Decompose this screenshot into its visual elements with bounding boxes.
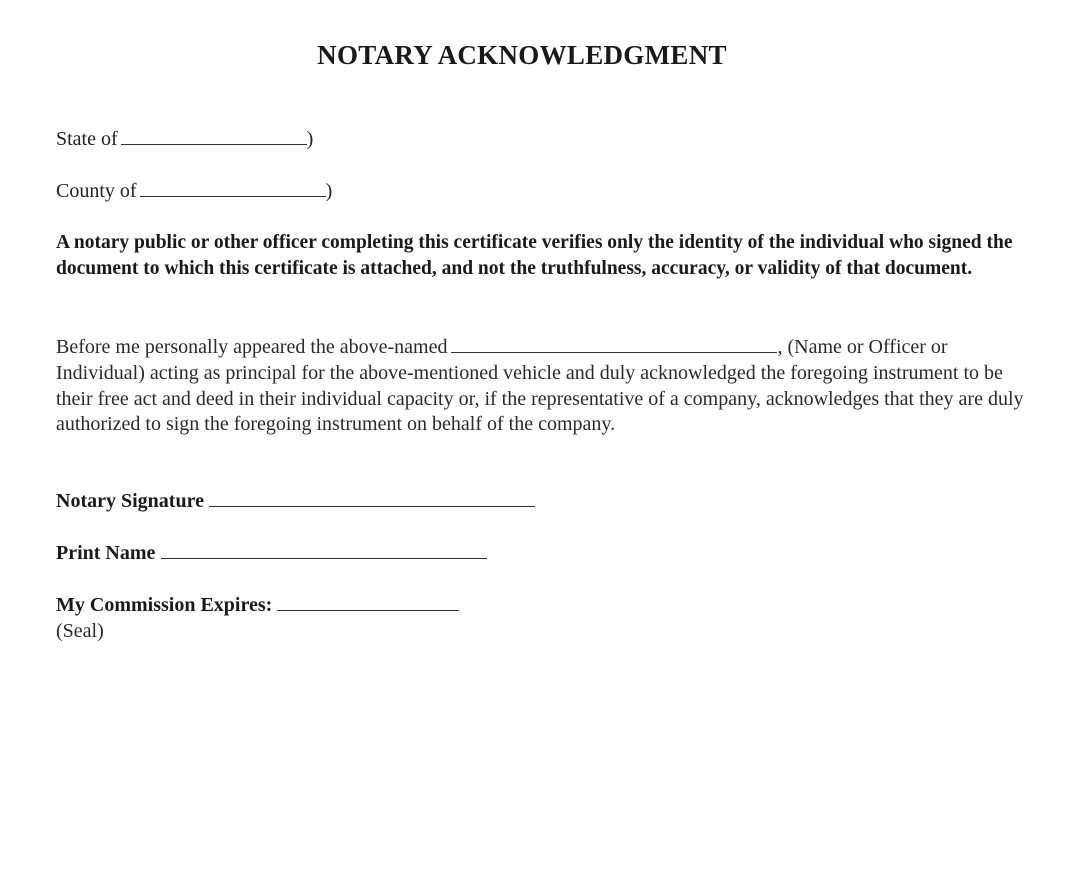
commission-row: [56, 594, 459, 617]
print-name-label: Print Name: [56, 542, 156, 564]
notary-signature-blank[interactable]: [209, 490, 535, 507]
county-field-row: [56, 180, 332, 203]
principal-name-blank[interactable]: [451, 336, 777, 353]
county-blank[interactable]: [140, 180, 326, 197]
county-label: County of: [56, 180, 137, 202]
state-close-paren: ): [306, 128, 314, 150]
notary-signature-label: Notary Signature: [56, 490, 204, 512]
document-title: NOTARY ACKNOWLEDGMENT: [317, 40, 727, 70]
state-label: State of: [56, 128, 118, 150]
county-close-paren: ): [325, 180, 333, 202]
notary-signature-row: [56, 490, 535, 513]
acknowledgment-text-start: Before me personally appeared the above-named: [56, 336, 448, 358]
state-field-row: [56, 128, 313, 151]
acknowledgment-text-rest: , (Name or Officer or Individual) acting as principal for the above-mentioned vehicle and duly acknowledged the foregoing instrument to be their free act and deed in their individual capacity or, if the representative of a company, acknowledges that they are duly authorized to sign the foregoing instrument on behalf of the company.: [56, 336, 1024, 436]
commission-expires-blank[interactable]: [277, 594, 459, 611]
commission-label: My Commission Expires:: [56, 594, 273, 616]
print-name-blank[interactable]: [161, 542, 487, 559]
acknowledgment-paragraph: [56, 335, 1036, 438]
print-name-row: [56, 542, 487, 565]
seal-label: (Seal): [56, 620, 104, 642]
state-blank[interactable]: [121, 128, 307, 145]
disclaimer-paragraph: A notary public or other officer completing this certificate verifies only the identity of the individual who signed the document to which this certificate is attached, and not the truthfulness, accuracy, or validity of that document.: [56, 232, 1013, 279]
